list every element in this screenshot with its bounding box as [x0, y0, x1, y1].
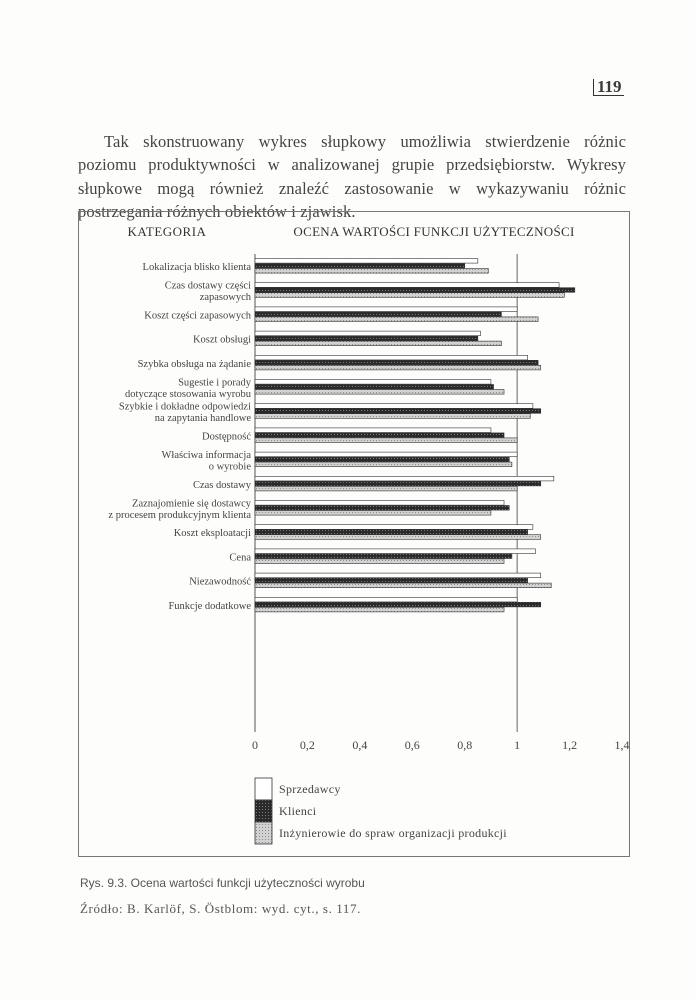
- bar-2: [255, 317, 538, 322]
- bar-1: [255, 554, 512, 559]
- bar-0: [255, 573, 541, 578]
- category-label: o wyrobie: [208, 461, 251, 473]
- bar-1: [255, 336, 478, 341]
- legend-label: Klienci: [279, 804, 317, 818]
- bar-0: [255, 452, 517, 457]
- bar-1: [255, 360, 538, 365]
- chart-frame: [78, 211, 630, 857]
- legend-swatch-0: [255, 778, 272, 800]
- bar-1: [255, 312, 501, 317]
- bar-1: [255, 530, 528, 535]
- x-tick-label: 1,2: [562, 738, 578, 752]
- category-label: zapasowych: [199, 291, 251, 303]
- bar-0: [255, 428, 491, 433]
- bar-2: [255, 486, 517, 491]
- category-label: Lokalizacja blisko klienta: [142, 262, 251, 273]
- bar-0: [255, 355, 528, 360]
- category-label: Niezawodność: [189, 576, 251, 588]
- legend-swatch-1: [255, 800, 272, 822]
- bar-2: [255, 462, 512, 467]
- bar-0: [255, 549, 535, 554]
- legend-label: Sprzedawcy: [279, 782, 341, 796]
- bar-0: [255, 597, 517, 602]
- category-label: Sugestie i porady: [178, 377, 251, 389]
- category-label: Koszt obsługi: [192, 334, 251, 346]
- bar-2: [255, 414, 530, 419]
- bar-1: [255, 385, 494, 390]
- x-tick-label: 0,8: [457, 738, 473, 752]
- category-label: Czas dostawy części: [164, 280, 251, 292]
- bar-0: [255, 331, 480, 336]
- bar-1: [255, 602, 541, 607]
- category-label: Szybkie i dokładne odpowiedzi: [118, 401, 251, 413]
- category-label: Właściwa informacja: [161, 449, 251, 461]
- bar-2: [255, 559, 504, 564]
- bar-0: [255, 476, 554, 481]
- bar-2: [255, 583, 551, 588]
- bar-0: [255, 380, 491, 385]
- category-label: Funkcje dodatkowe: [168, 600, 251, 612]
- figure-source: Źródło: B. Karlöf, S. Östblom: wyd. cyt., s. 117.: [80, 901, 361, 916]
- bar-0: [255, 525, 533, 530]
- bar-1: [255, 457, 509, 462]
- category-label: Czas dostawy: [192, 479, 251, 491]
- category-label: na zapytania handlowe: [154, 412, 251, 424]
- bar-1: [255, 409, 541, 414]
- bar-1: [255, 506, 509, 511]
- bar-chart: [79, 212, 631, 858]
- bar-0: [255, 307, 517, 312]
- bar-0: [255, 404, 533, 409]
- x-tick-label: 1,4: [614, 738, 630, 752]
- bar-2: [255, 390, 504, 395]
- x-tick-label: 0,2: [299, 738, 315, 752]
- bar-1: [255, 433, 504, 438]
- bar-2: [255, 365, 541, 370]
- category-label: Koszt eksploatacji: [173, 528, 251, 540]
- bar-1: [255, 481, 541, 486]
- bar-0: [255, 283, 559, 288]
- bar-2: [255, 535, 541, 540]
- bar-0: [255, 501, 504, 506]
- bar-2: [255, 511, 491, 516]
- legend-label: Inżynierowie do spraw organizacji produkcji: [279, 826, 507, 840]
- bar-1: [255, 578, 528, 583]
- x-tick-label: 1: [514, 738, 521, 752]
- legend-swatch-2: [255, 822, 272, 844]
- category-label: Szybka obsługa na żądanie: [137, 358, 251, 370]
- bar-2: [255, 341, 501, 346]
- bar-2: [255, 438, 517, 443]
- bar-1: [255, 264, 465, 269]
- bar-0: [255, 259, 478, 264]
- intro-paragraph: Tak skonstruowany wykres słupkowy umożliwia stwierdzenie różnic poziomu produktywności w analizowanej grupie przedsiębiorstw. Wykresy słupkowe mogą również znaleźć zastosowanie w wykazywaniu różnic postrzegania różnych obiektów i zjawisk.: [78, 131, 626, 221]
- category-label: Zaznajomienie się dostawcy: [132, 498, 251, 510]
- category-label: z procesem produkcyjnym klienta: [108, 509, 251, 521]
- category-label: Dostępność: [202, 431, 251, 443]
- bar-2: [255, 269, 488, 274]
- figure-caption: Rys. 9.3. Ocena wartości funkcji użyteczności wyrobu: [80, 876, 365, 890]
- bar-1: [255, 288, 575, 293]
- x-tick-label: 0,6: [404, 738, 420, 752]
- value-header: OCENA WARTOŚCI FUNKCJI UŻYTECZNOŚCI: [293, 224, 575, 239]
- x-tick-label: 0: [252, 738, 258, 752]
- category-label: dotyczące stosowania wyrobu: [125, 388, 251, 400]
- category-label: Cena: [229, 552, 251, 564]
- category-header: KATEGORIA: [127, 224, 207, 239]
- bar-2: [255, 293, 564, 298]
- x-tick-label: 0,4: [352, 738, 368, 752]
- bar-2: [255, 607, 504, 612]
- page-number: 119: [593, 79, 624, 96]
- category-label: Koszt części zapasowych: [144, 310, 251, 322]
